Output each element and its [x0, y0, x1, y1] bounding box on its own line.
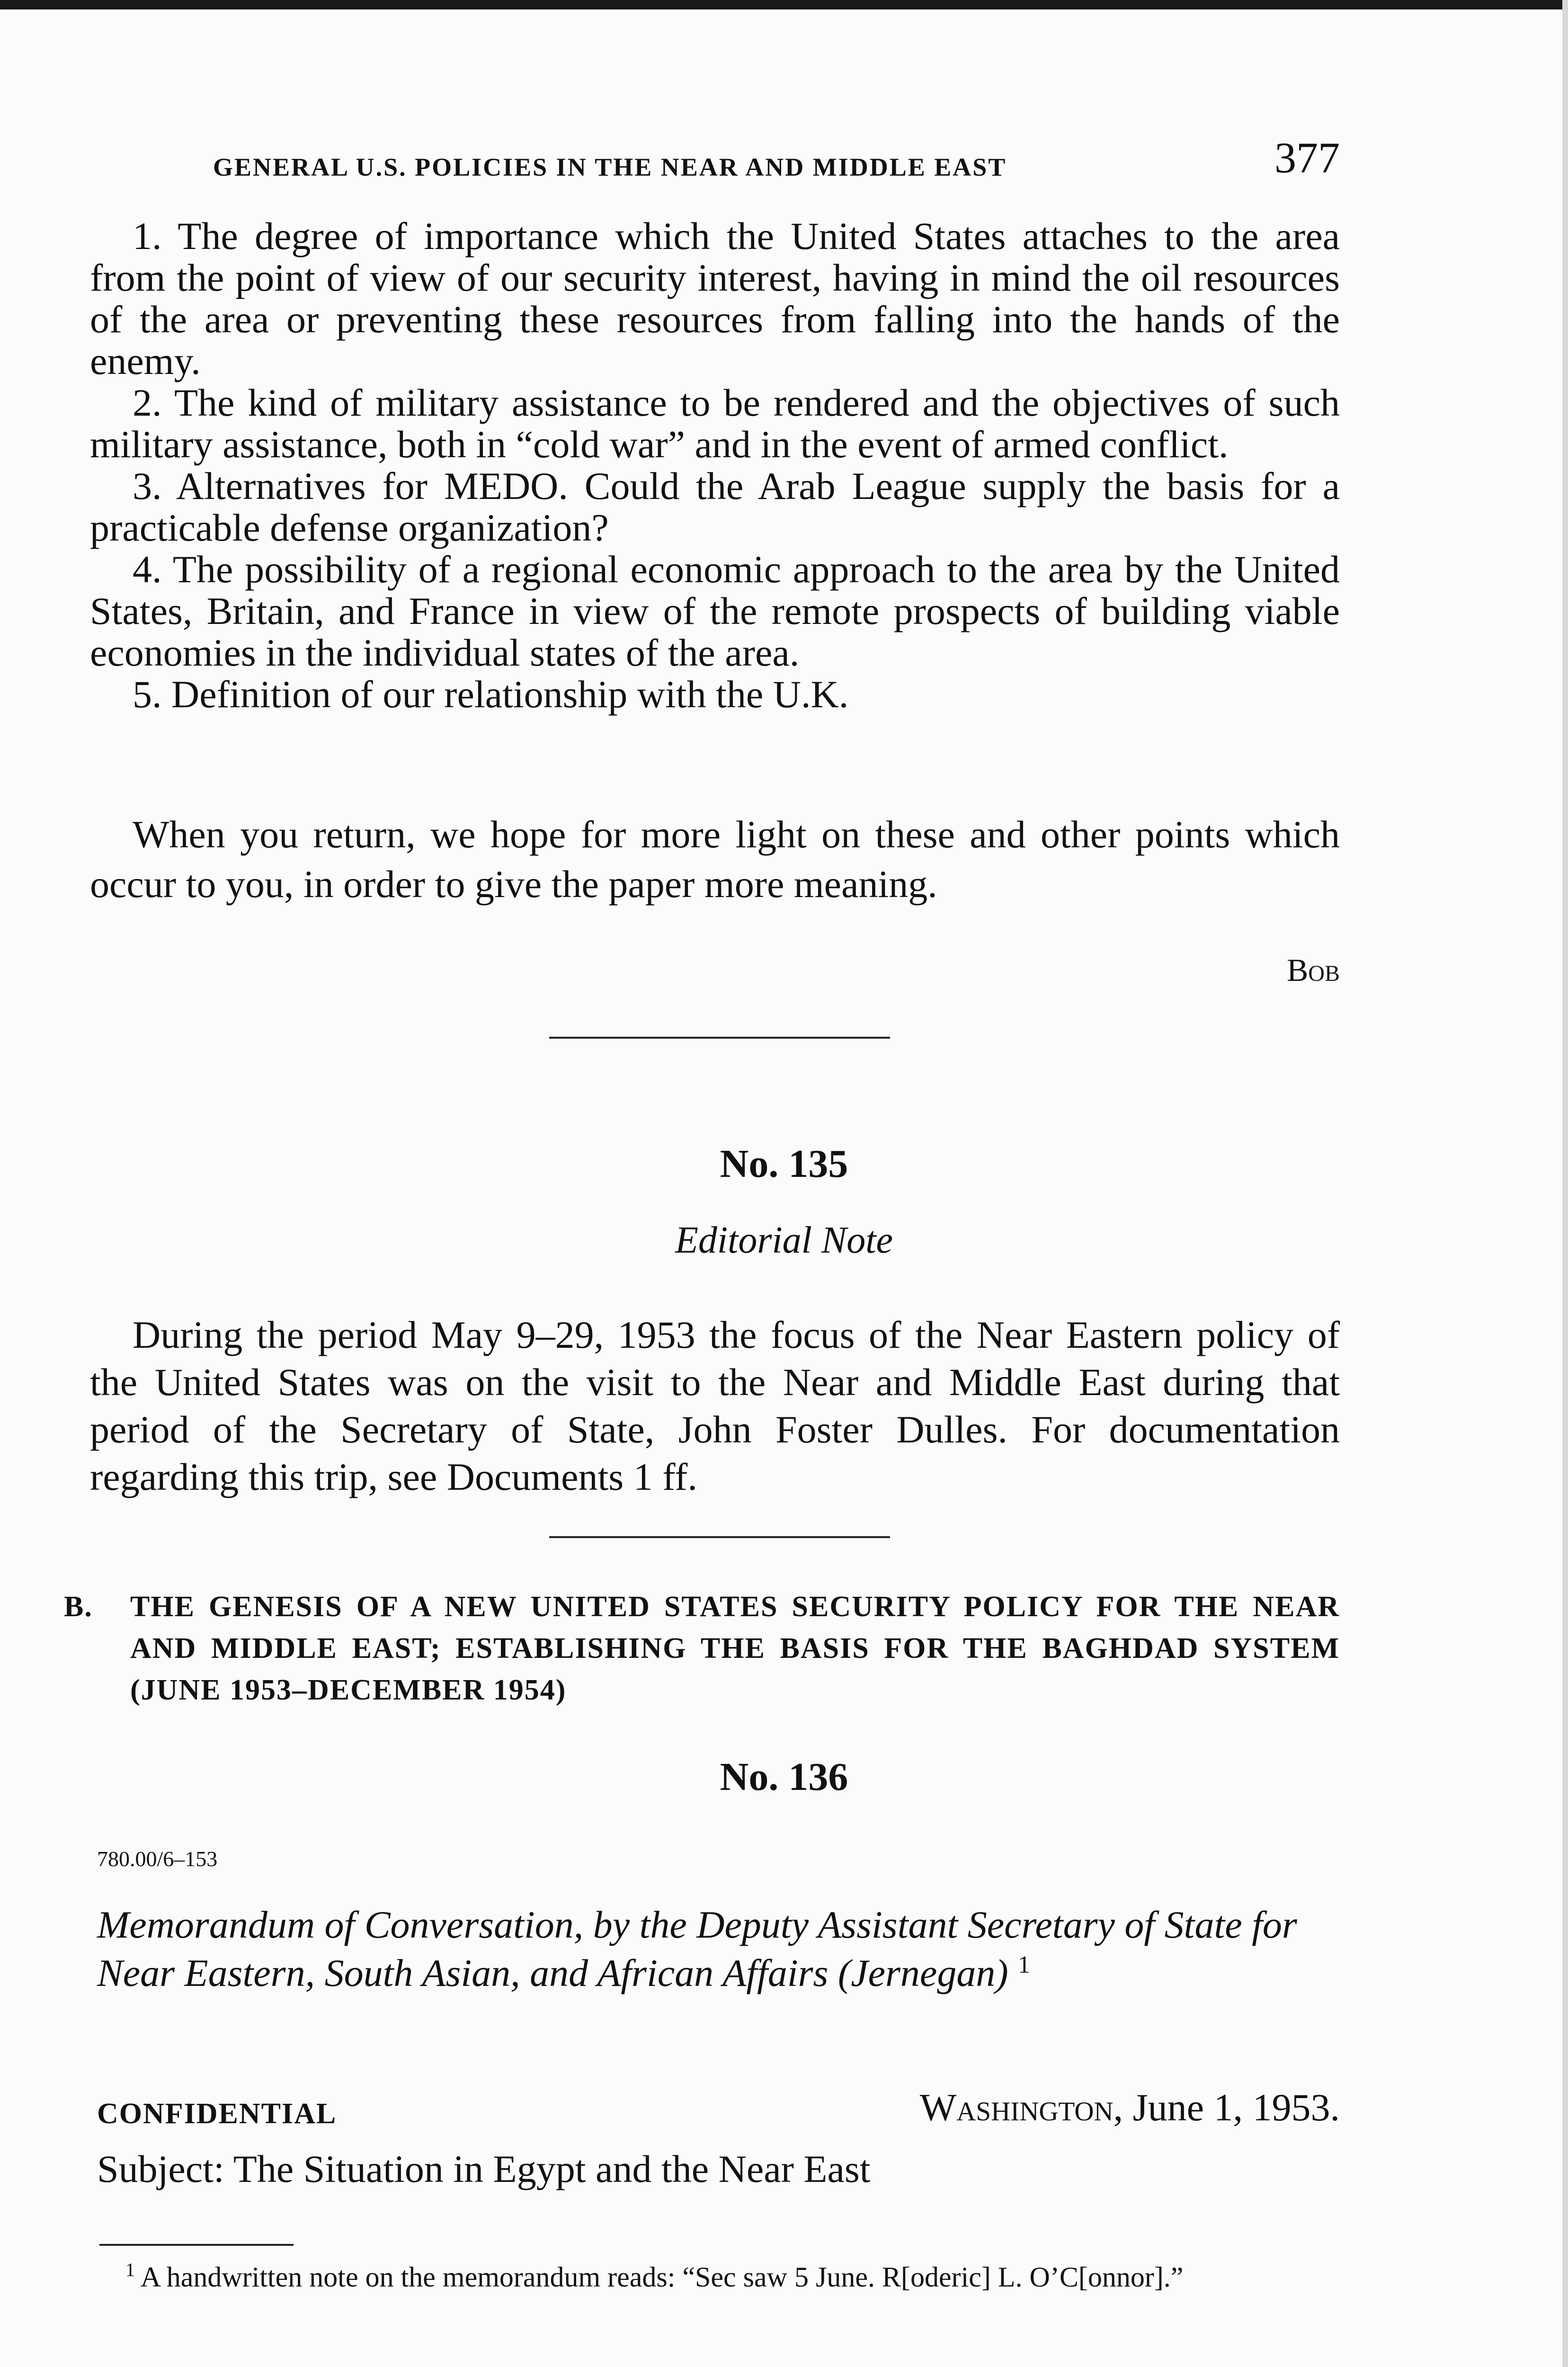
page-number: 377	[1274, 133, 1340, 182]
footnote-reference: 1	[1018, 1951, 1031, 1978]
point-4: 4. The possibility of a regional economic approach to the area by the United States, Britain, and France in view of the remote prospects of building viable economies in the individual states of the area.	[90, 548, 1340, 674]
dateline	[920, 2085, 1340, 2130]
point-3: 3. Alternatives for MEDO. Could the Arab League supply the basis for a practicable defense organization?	[90, 464, 1340, 549]
separator-rule	[549, 1037, 890, 1039]
section-letter: B.	[64, 1591, 93, 1623]
document-number-136: No. 136	[720, 1755, 848, 1799]
editorial-note-title: Editorial Note	[675, 1219, 893, 1261]
memorandum-title-text: Memorandum of Conversation, by the Deputy Assistant Secretary of State for Near Eastern, South Asian, and African Affairs (Jernegan)	[97, 1903, 1297, 1994]
section-heading	[64, 1586, 1340, 1711]
page-top-border	[0, 0, 1568, 9]
closing-paragraph-block	[90, 810, 1340, 909]
file-number: 780.00/6–153	[97, 1847, 218, 1871]
footnote-text: A handwritten note on the memorandum reads: “Sec saw 5 June. R[oderic] L. O’C[onnor].”	[140, 2261, 1184, 2293]
signature: Bob	[1286, 952, 1340, 988]
document-number-135: No. 135	[720, 1142, 848, 1186]
separator-rule	[549, 1536, 890, 1538]
page-header	[90, 133, 1340, 189]
classification-label: CONFIDENTIAL	[97, 2098, 337, 2130]
point-5: 5. Definition of our relationship with the U.K.	[133, 673, 849, 716]
numbered-points	[90, 215, 1340, 715]
dateline-place: Washington,	[919, 2086, 1123, 2129]
closing-paragraph: When you return, we hope for more light on these and other points which occur to you, in order to give the paper more meaning.	[90, 813, 1340, 906]
footnote	[97, 2258, 1340, 2296]
memorandum-title	[97, 1901, 1340, 1997]
subject-line: Subject: The Situation in Egypt and the Near East	[97, 2147, 871, 2190]
dateline-date: June 1, 1953.	[1132, 2086, 1340, 2129]
point-1: 1. The degree of importance which the United States attaches to the area from the point of view of our security interest, having in mind the oil resources of the area or preventing these resources from falling into the hands of the enemy.	[90, 214, 1340, 383]
footnote-marker: 1	[125, 2259, 135, 2280]
footnote-rule	[99, 2244, 294, 2246]
point-2: 2. The kind of military assistance to be rendered and the objectives of such military assistance, both in “cold war” and in the event of armed conflict.	[90, 381, 1340, 466]
section-heading-text: THE GENESIS OF A NEW UNITED STATES SECURITY POLICY FOR THE NEAR AND MIDDLE EAST; ESTABLISHING THE BASIS FOR THE BAGHDAD SYSTEM (JUNE 1953–DECEMBER 1954)	[130, 1591, 1340, 1706]
running-head: GENERAL U.S. POLICIES IN THE NEAR AND MIDDLE EAST	[213, 153, 1007, 181]
editorial-note-body	[90, 1311, 1340, 1501]
editorial-note-paragraph: During the period May 9–29, 1953 the focus of the Near Eastern policy of the United States was on the visit to the Near and Middle East during that period of the Secretary of State, John Foster Dulles. For documentation regarding this trip, see Documents 1 ff.	[90, 1313, 1340, 1498]
